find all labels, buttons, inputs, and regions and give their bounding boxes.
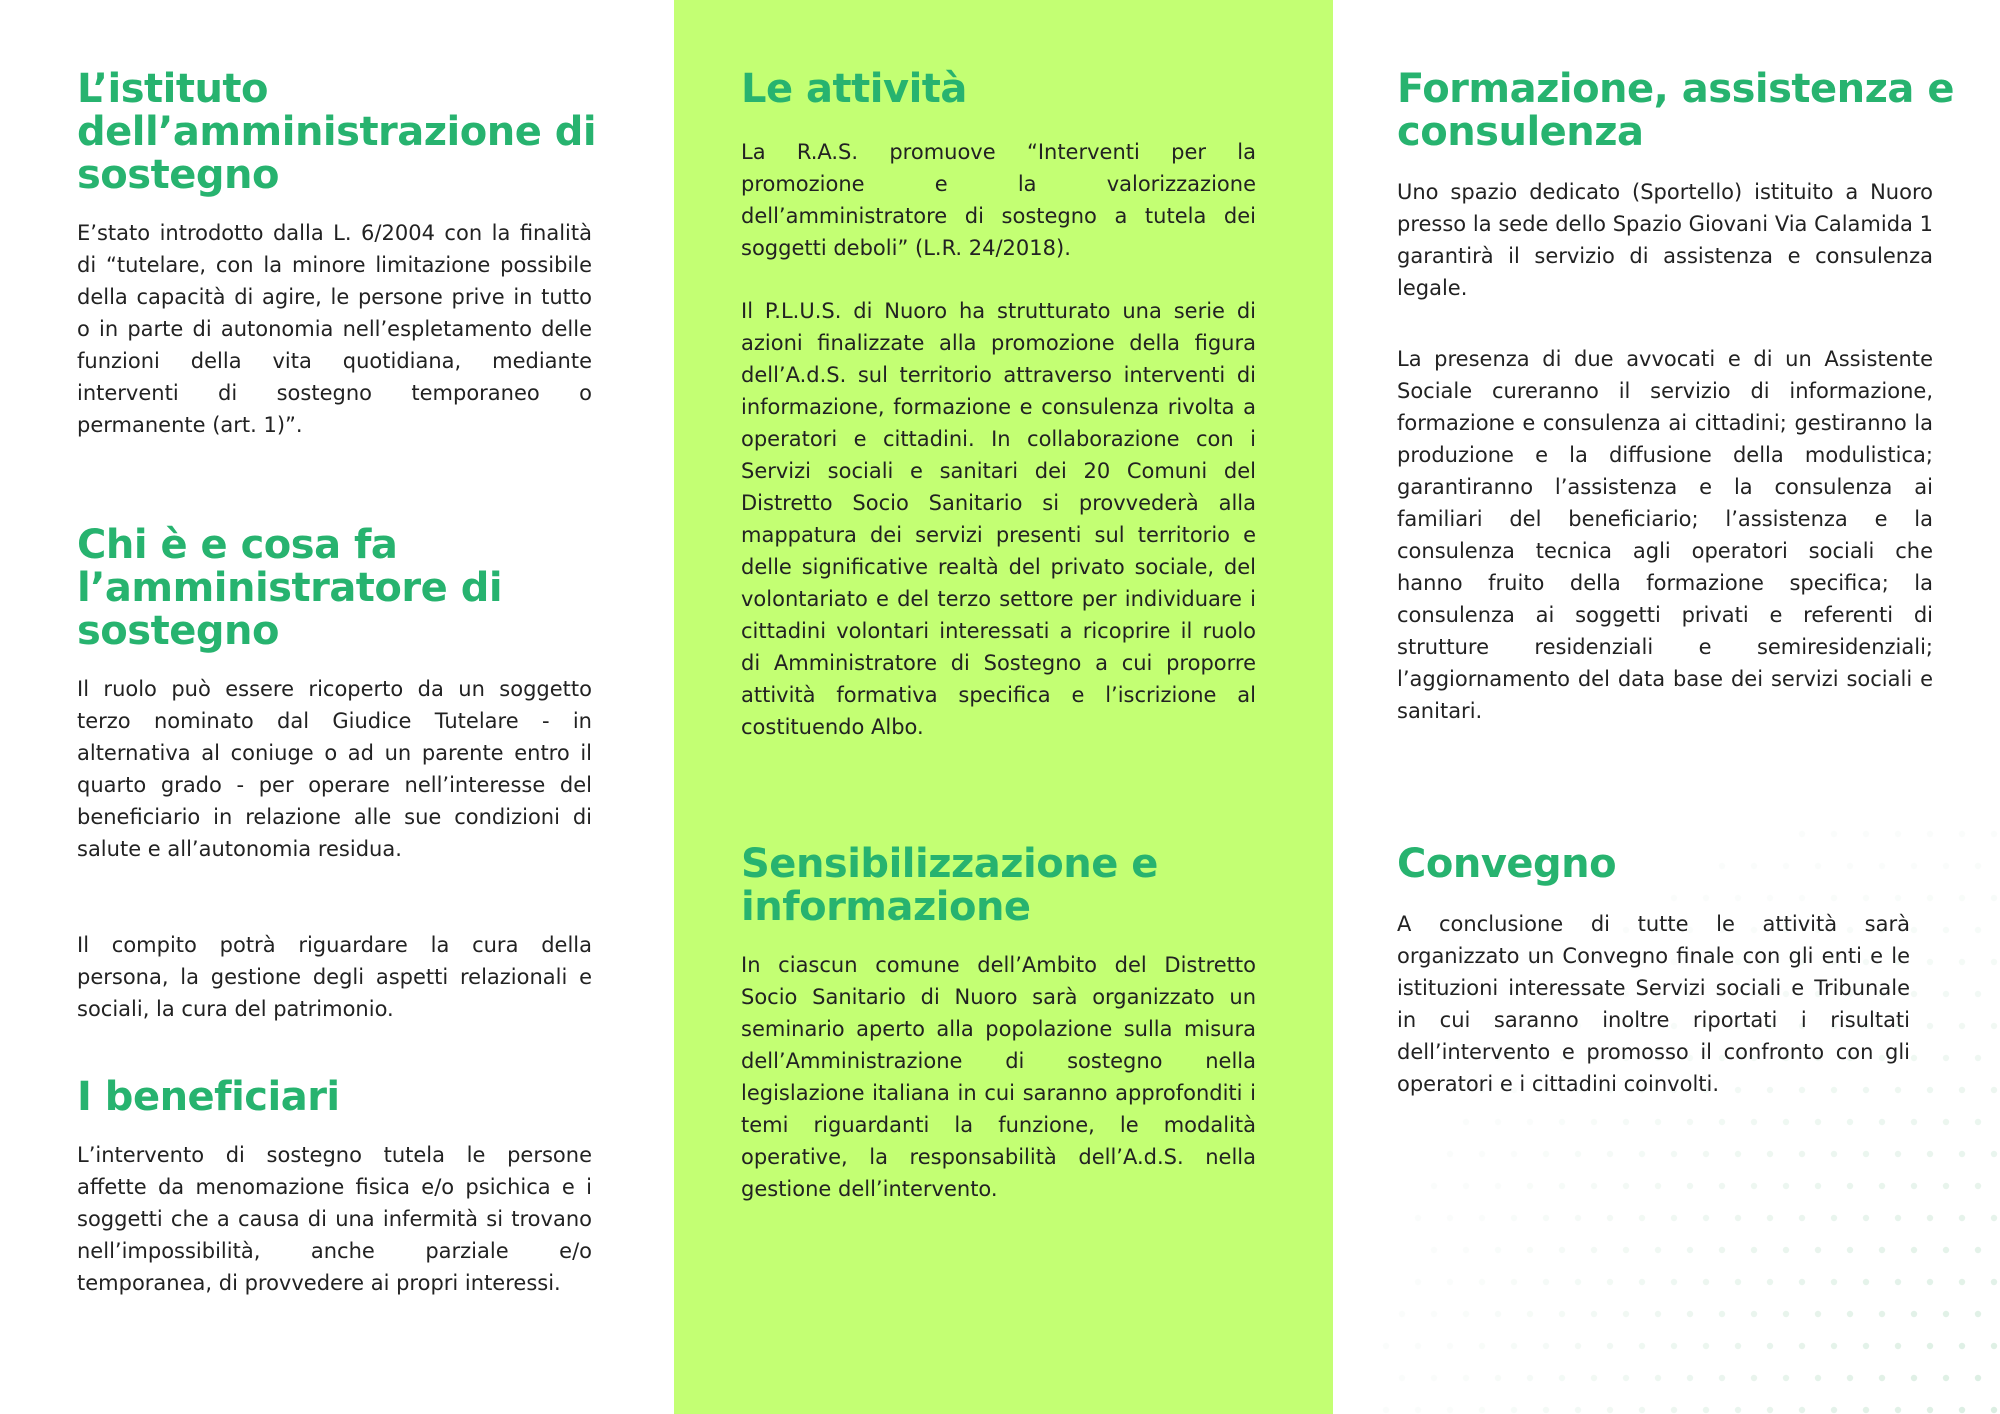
paragraph-sportello: Uno spazio dedicato (Sportello) istituito a Nuoro presso la sede dello Spazio Giovani Via Calamida 1 garantirà il servizio di assistenza e consulenza legale. <box>1397 180 1933 300</box>
heading-beneficiari: I beneficiari <box>77 1074 340 1120</box>
paragraph-ras: La R.A.S. promuove “Interventi per la promozione e la valorizzazione dell’amministratore di sostegno a tutela dei soggetti deboli” (L.R. 24/2018). <box>741 140 1256 260</box>
heading-formazione: Formazione, assistenza e consulenza <box>1397 66 1954 155</box>
paragraph-plus: Il P.L.U.S. di Nuoro ha strutturato una serie di azioni finalizzate alla promozione della figura dell’A.d.S. sul territorio attraverso interventi di informazione, formazione e consulenza rivolta a operatori e cittadini. In collaborazione con i Servizi sociali e sanitari dei 20 Comuni del Distretto Socio Sanitario si provvederà alla mappatura dei servizi presenti sul territorio e delle significative realtà del privato sociale, del volontariato e del terzo settore per individuare i cittadini volontari interessati a ricoprire il ruolo di Amministratore di Sostegno a cui proporre attività formativa specifica e l’iscrizione al costituendo Albo. <box>741 299 1256 739</box>
heading-sensibilizzazione: Sensibilizzazione e informazione <box>741 841 1158 930</box>
paragraph-compito: Il compito potrà riguardare la cura della persona, la gestione degli aspetti relazionali e sociali, la cura del patrimonio. <box>77 933 592 1021</box>
paragraph-ruolo: Il ruolo può essere ricoperto da un soggetto terzo nominato dal Giudice Tutelare - in alternativa al coniuge o ad un parente entro il quarto grado - per operare nell’interesse del beneficiario in relazione alle sue condizioni di salute e all’autonomia residua. <box>77 677 592 861</box>
heading-chi-e: Chi è e cosa fa l’amministratore di sostegno <box>77 522 503 654</box>
right-column <box>1333 0 2000 1414</box>
heading-attivita: Le attività <box>741 66 967 112</box>
paragraph-avvocati: La presenza di due avvocati e di un Assistente Sociale cureranno il servizio di informazione, formazione e consulenza ai cittadini; gestiranno la produzione e la diffusione della modulistica; garantiranno l’assistenza e la consulenza ai familiari del beneficiario; l’assistenza e la consulenza tecnica agli operatori sociali che hanno fruito della formazione specifica; la consulenza ai soggetti privati e referenti di strutture residenziali e semiresidenziali; l’aggiornamento del data base dei servizi sociali e sanitari. <box>1397 347 1933 723</box>
heading-convegno: Convegno <box>1397 841 1617 887</box>
left-column <box>0 0 674 1414</box>
heading-istituto: L’istituto dell’amministrazione di sostegno <box>77 66 597 198</box>
middle-column-panel <box>674 0 1333 1414</box>
paragraph-beneficiari: L’intervento di sostegno tutela le persone affette da menomazione fisica e/o psichica e i soggetti che a causa di una infermità si trovano nell’impossibilità, anche parziale e/o temporanea, di provvedere ai propri interessi. <box>77 1143 592 1295</box>
paragraph-seminario: In ciascun comune dell’Ambito del Distretto Socio Sanitario di Nuoro sarà organizzato un seminario aperto alla popolazione sulla misura dell’Amministrazione di sostegno nella legislazione italiana in cui saranno approfonditi i temi riguardanti la funzione, le modalità operative, la responsabilità dell’A.d.S. nella gestione dell’intervento. <box>741 953 1256 1201</box>
paragraph-istituto: E’stato introdotto dalla L. 6/2004 con la finalità di “tutelare, con la minore limitazione possibile della capacità di agire, le persone prive in tutto o in parte di autonomia nell’espletamento delle funzioni della vita quotidiana, mediante interventi di sostegno temporaneo o permanente (art. 1)”. <box>77 221 592 437</box>
paragraph-convegno: A conclusione di tutte le attività sarà organizzato un Convegno finale con gli enti e le istituzioni interessate Servizi sociali e Tribunale in cui saranno inoltre riportati i risultati dell’intervento e promosso il confronto con gli operatori e i cittadini coinvolti. <box>1397 912 1910 1096</box>
